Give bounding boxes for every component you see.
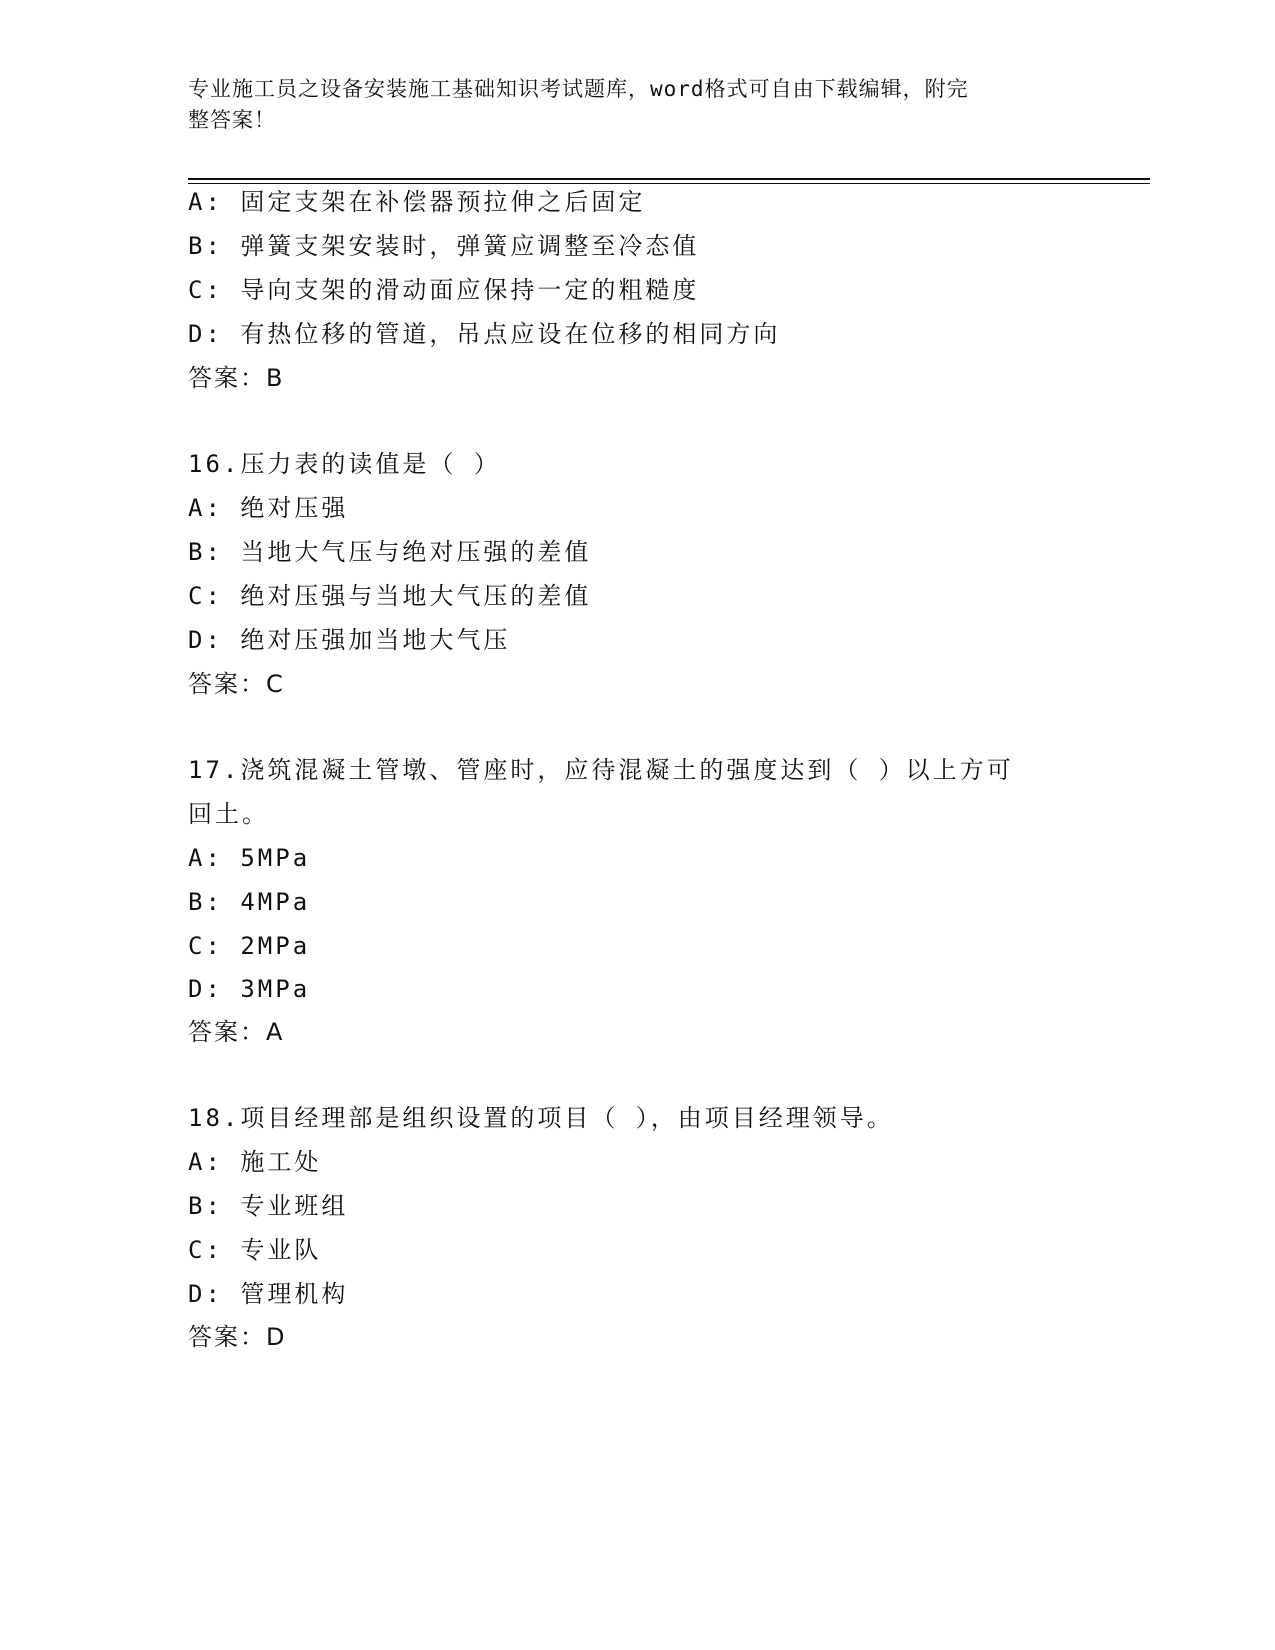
q16-option-d: D: 绝对压强加当地大气压 [188, 626, 511, 654]
q17-option-b: B: 4MPa [188, 888, 311, 916]
header-divider-thick [188, 178, 1150, 180]
q17-option-a: A: 5MPa [188, 844, 311, 872]
q15-option-d: D: 有热位移的管道，吊点应设在位移的相同方向 [188, 320, 781, 348]
q16-answer: 答案：C [188, 670, 285, 698]
q15-option-b: B: 弹簧支架安装时，弹簧应调整至冷态值 [188, 232, 700, 260]
header-divider-thin [188, 183, 1150, 184]
q18-question: 18.项目经理部是组织设置的项目（ ），由项目经理领导。 [188, 1104, 894, 1132]
document-header [188, 74, 1068, 136]
q16-option-c: C: 绝对压强与当地大气压的差值 [188, 582, 592, 610]
q17-answer: 答案：A [188, 1018, 285, 1046]
q16-option-a: A: 绝对压强 [188, 494, 349, 522]
q17-option-d: D: 3MPa [188, 975, 311, 1003]
q15-option-c: C: 导向支架的滑动面应保持一定的粗糙度 [188, 276, 700, 304]
q18-answer: 答案：D [188, 1323, 287, 1351]
q16-question: 16.压力表的读值是（ ） [188, 450, 501, 478]
q17-question-line-2: 回土。 [188, 800, 269, 828]
q17-question-line-1: 17.浇筑混凝土管墩、管座时，应待混凝土的强度达到（ ）以上方可 [188, 756, 1014, 784]
q18-option-d: D: 管理机构 [188, 1280, 349, 1308]
q15-option-a: A: 固定支架在补偿器预拉伸之后固定 [188, 188, 646, 216]
q17-option-c: C: 2MPa [188, 932, 311, 960]
q18-option-c: C: 专业队 [188, 1236, 322, 1264]
q15-answer: 答案：B [188, 364, 285, 392]
q16-option-b: B: 当地大气压与绝对压强的差值 [188, 538, 592, 566]
header-line-2: 整答案！ [188, 108, 276, 132]
header-line-1: 专业施工员之设备安装施工基础知识考试题库，word格式可自由下载编辑，附完 [188, 77, 969, 101]
q18-option-a: A: 施工处 [188, 1148, 322, 1176]
q18-option-b: B: 专业班组 [188, 1192, 349, 1220]
